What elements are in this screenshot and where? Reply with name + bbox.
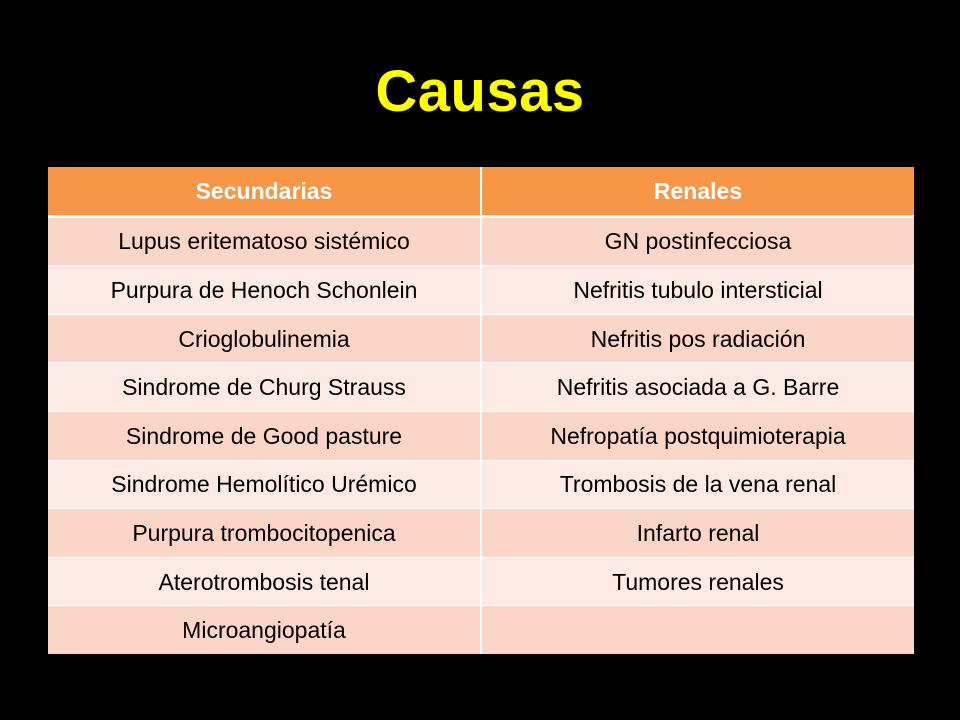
renales-cell: Tumores renales [481, 557, 914, 606]
renales-cell: Nefritis tubulo intersticial [481, 266, 914, 315]
secundarias-cell: Purpura trombocitopenica [48, 509, 481, 558]
secundarias-cell: Microangiopatía [48, 606, 481, 654]
causes-table [48, 167, 914, 654]
secundarias-cell: Aterotrombosis tenal [48, 557, 481, 606]
table-row [48, 363, 914, 412]
renales-cell: Nefritis asociada a G. Barre [481, 363, 914, 412]
table-row [48, 557, 914, 606]
secundarias-cell: Lupus eritematoso sistémico [48, 216, 481, 266]
renales-cell: Nefropatía postquimioterapia [481, 411, 914, 460]
renales-cell: GN postinfecciosa [481, 216, 914, 266]
table-row [48, 216, 914, 266]
table-row [48, 266, 914, 315]
causes-table-container [48, 167, 914, 654]
slide-title: Causas [375, 59, 585, 124]
table-row [48, 509, 914, 558]
table-row [48, 606, 914, 654]
secundarias-cell: Sindrome Hemolítico Urémico [48, 460, 481, 509]
secundarias-cell: Crioglobulinemia [48, 314, 481, 363]
secundarias-cell: Purpura de Henoch Schonlein [48, 266, 481, 315]
renales-cell: Infarto renal [481, 509, 914, 558]
table-row [48, 460, 914, 509]
table-header-row [48, 167, 914, 216]
table-row [48, 411, 914, 460]
renales-cell: Trombosis de la vena renal [481, 460, 914, 509]
renales-cell: Nefritis pos radiación [481, 314, 914, 363]
renales-cell [481, 606, 914, 654]
secundarias-cell: Sindrome de Churg Strauss [48, 363, 481, 412]
header-secundarias: Secundarias [48, 167, 481, 216]
secundarias-cell: Sindrome de Good pasture [48, 411, 481, 460]
table-row [48, 314, 914, 363]
header-renales: Renales [481, 167, 914, 216]
